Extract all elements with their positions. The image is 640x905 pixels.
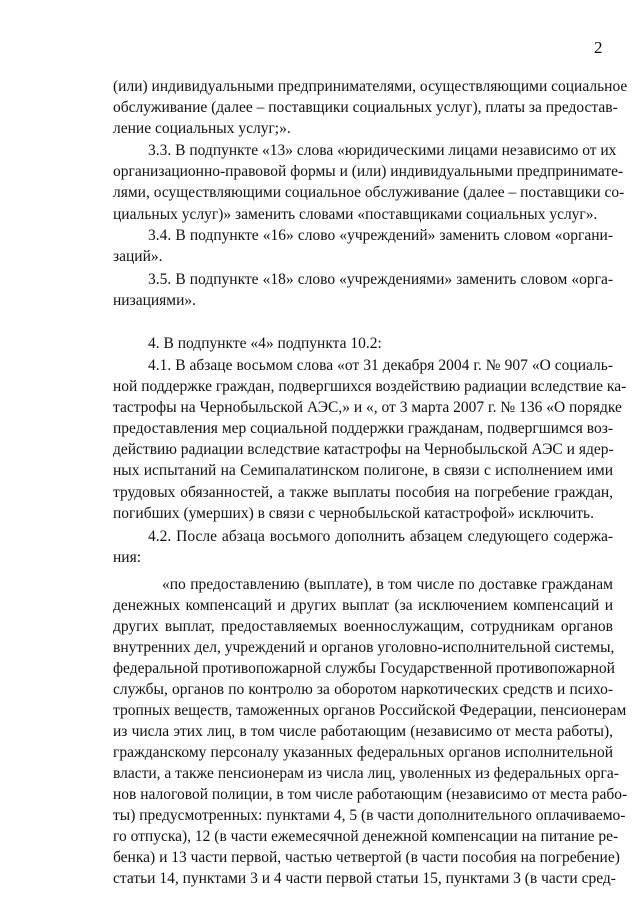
- text-line: ных испытаний на Семипалатинском полигоне, в связи с исполнением ими: [113, 462, 613, 479]
- text-line: бенка) и 13 части первой, частью четвертой (в части пособия на погребение): [113, 849, 620, 866]
- text-line: действию радиации вследствие катастрофы на Чернобыльской АЭС и ядер-: [113, 441, 614, 458]
- text-line: циальных услуг)» заменить словами «поставщиками социальных услуг».: [113, 206, 598, 223]
- text-line: го отпуска), 12 (в части ежемесячной денежной компенсации на питание ре-: [113, 828, 619, 845]
- text-line: ление социальных услуг;».: [113, 120, 291, 137]
- text-line: гражданскому персоналу указанных федеральных органов исполнительной: [113, 744, 613, 761]
- text-line: обслуживание (далее – поставщики социальных услуг), платы за предостав-: [113, 99, 618, 116]
- text-line: из числа этих лиц, в том числе работающим (независимо от места работы),: [113, 723, 613, 740]
- text-line: организационно-правовой формы и (или) индивидуальными предпринимате-: [113, 163, 624, 180]
- text-line: других выплат, предоставляемых военнослужащим, сотрудникам органов: [113, 618, 613, 635]
- text-line: ной поддержке граждан, подвергшихся воздействию радиации вследствие ка-: [113, 378, 627, 395]
- text-line: тастрофы на Чернобыльской АЭС,» и «, от 3 марта 2007 г. № 136 «О порядке: [113, 399, 622, 416]
- text-line: предоставления мер социальной поддержки гражданам, подвергшимся воз-: [113, 420, 613, 437]
- text-line: денежных компенсаций и других выплат (за исключением компенсаций и: [113, 597, 613, 614]
- text-line: статьи 14, пунктами 3 и 4 части первой статьи 15, пунктами 3 (в части сред-: [113, 870, 616, 887]
- text-line: федеральной противопожарной службы Государственной противопожарной: [113, 660, 615, 677]
- text-line: 4.1. В абзаце восьмом слова «от 31 декабря 2004 г. № 907 «О социаль-: [148, 357, 613, 374]
- text-line: нов налоговой полиции, в том числе работающим (независимо от места рабо-: [113, 786, 628, 803]
- text-line: 3.5. В подпункте «18» слово «учреждениями» заменить словом «орга-: [148, 271, 613, 288]
- text-line: трудовых обязанностей, а также выплаты пособия на погребение граждан,: [113, 484, 613, 501]
- text-line: ния:: [113, 549, 142, 566]
- text-line: службы, органов по контролю за оборотом наркотических средств и психо-: [113, 681, 613, 698]
- text-line: «по предоставлению (выплате), в том числе по доставке гражданам: [162, 576, 613, 593]
- text-line: заций».: [113, 248, 163, 265]
- text-line: погибших (умерших) в связи с чернобыльской катастрофой» исключить.: [113, 505, 594, 522]
- text-line: низациями».: [113, 292, 197, 309]
- text-line: власти, а также пенсионерам из числа лиц, уволенных из федеральных орга-: [113, 765, 619, 782]
- text-line: лями, осуществляющими социальное обслуживание (далее – поставщики со-: [113, 184, 625, 201]
- text-line: 4. В подпункте «4» подпункта 10.2:: [148, 335, 382, 352]
- text-line: 3.4. В подпункте «16» слово «учреждений» заменить словом «органи-: [148, 227, 613, 244]
- text-line: тропных веществ, таможенных органов Российской Федерации, пенсионерам: [113, 702, 627, 719]
- text-line: (или) индивидуальными предпринимателями, осуществляющими социальное: [113, 78, 628, 95]
- page-number: 2: [594, 38, 603, 57]
- text-line: ты) предусмотренных: пунктами 4, 5 (в части дополнительного оплачиваемо-: [113, 807, 626, 824]
- text-line: 4.2. После абзаца восьмого дополнить абзацем следующего содержа-: [148, 528, 613, 545]
- text-line: 3.3. В подпункте «13» слова «юридическими лицами независимо от их: [148, 142, 617, 159]
- text-line: внутренних дел, учреждений и органов уголовно-исполнительной системы,: [113, 639, 615, 656]
